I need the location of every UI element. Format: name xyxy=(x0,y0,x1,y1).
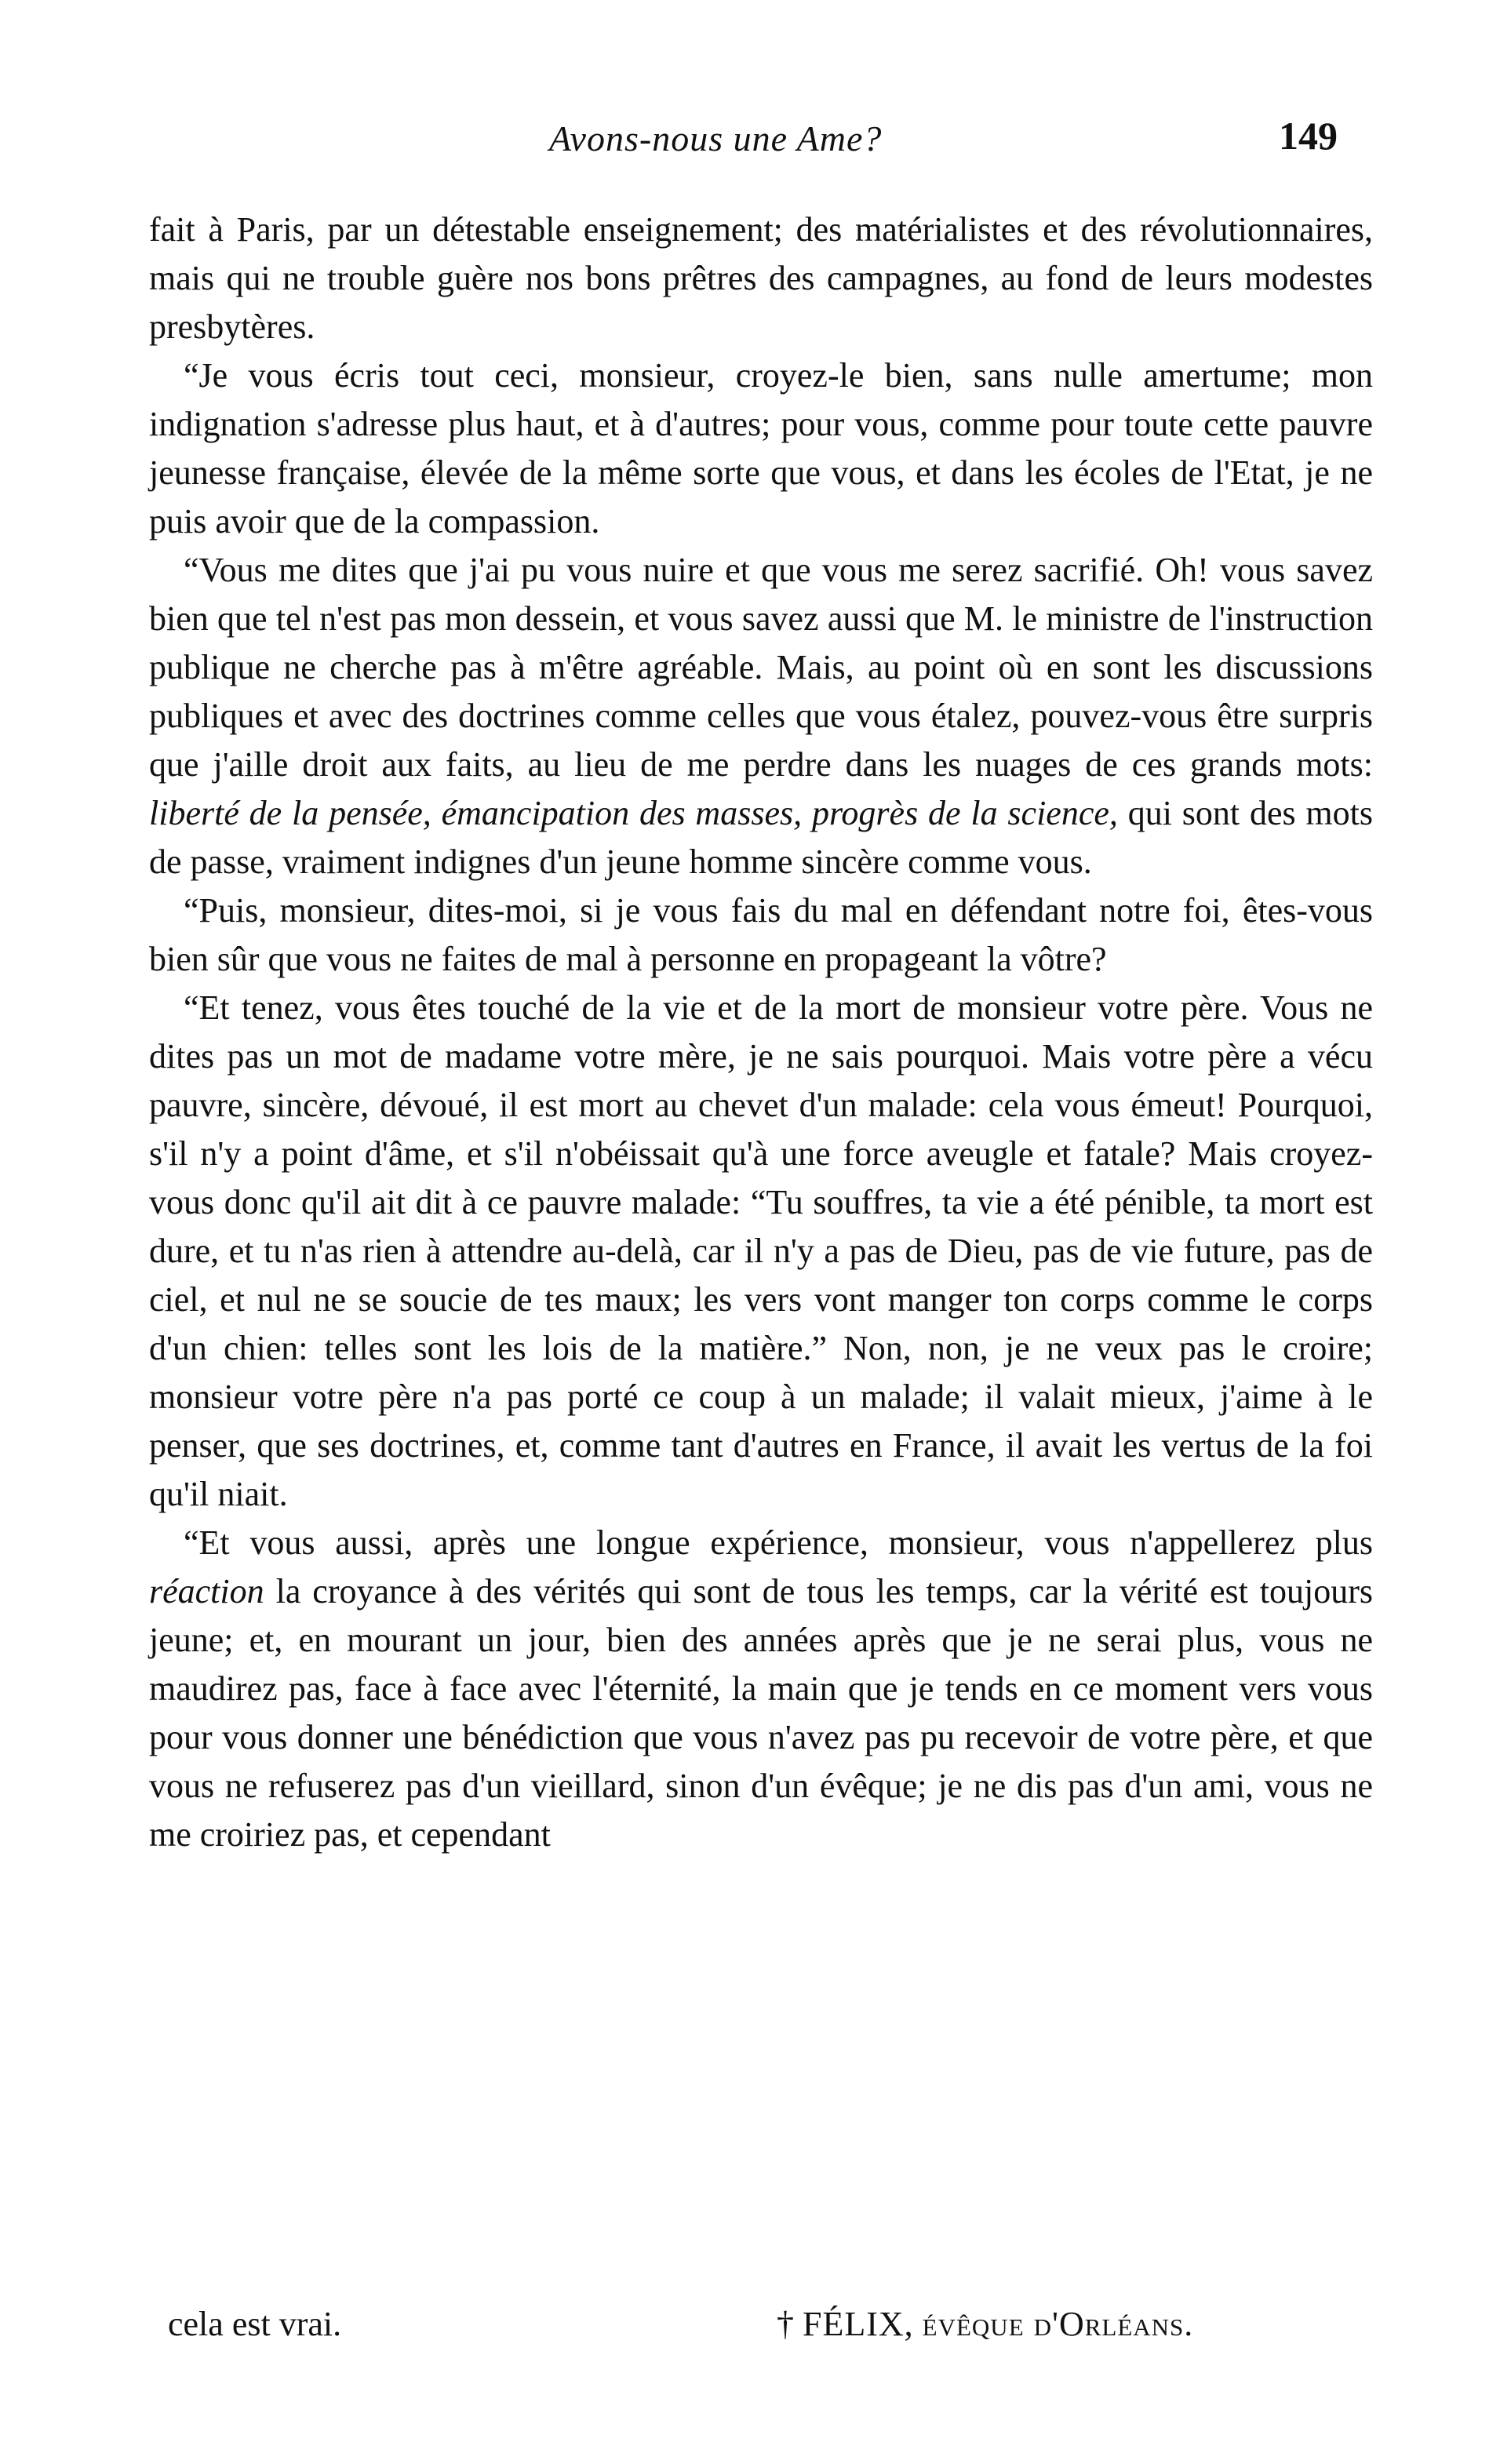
italic-liberte: liberté de la pensée, xyxy=(149,794,431,832)
italic-progres: progrès de la science, xyxy=(811,794,1118,832)
text-body xyxy=(149,206,1373,1859)
paragraph-3 xyxy=(149,546,1373,886)
paragraph-2: “Je vous écris tout ceci, monsieur, croyez-le bien, sans nulle amertume; mon indignation s'adresse plus haut, et à d'autres; pour vous, comme pour toute cette pauvre jeunesse française, élevée de la même sorte que vous, et dans les écoles de l'Etat, je ne puis avoir que de la compassion. xyxy=(149,356,1373,540)
paragraph-6-end: la croyance à des vérités qui sont de tous les temps, car la vérité est toujours jeune; et, en mourant un jour, bien des années après que je ne serai plus, vous ne maudirez pas, face à face avec l'éternité, la main que je tends en ce moment vers vous pour vous donner une bénédiction que vous n'avez pas pu recevoir de votre père, et que vous ne refuserez pas d'un vieillard, sinon d'un évêque; je ne dis pas d'un ami, vous ne me croiriez pas, et cependant xyxy=(149,1572,1373,1854)
italic-emancipation: émancipation des masses, xyxy=(441,794,803,832)
paragraph-6-start: “Et vous aussi, après une longue expérience, monsieur, vous n'appellerez plus xyxy=(184,1523,1373,1562)
cross-symbol: † xyxy=(777,2305,794,2343)
paragraph-4: “Puis, monsieur, dites-moi, si je vous fais du mal en défendant notre foi, êtes-vous bien sûr que vous ne faites de mal à personne en propageant la vôtre? xyxy=(149,891,1373,978)
signature xyxy=(777,2300,1193,2349)
running-title: Avons-nous une Ame? xyxy=(549,118,883,158)
page-number: 149 xyxy=(1279,114,1338,158)
signature-title: évêque d'Orléans. xyxy=(922,2305,1194,2343)
signature-name: FÉLIX, xyxy=(803,2305,914,2343)
paragraph-3-text: “Vous me dites que j'ai pu vous nuire et que vous me serez sacrifié. Oh! vous savez bien que tel n'est pas mon dessein, et vous savez aussi que M. le ministre de l'instruction publique ne cherche pas à m'être agréable. Mais, au point où en sont les discussions publiques et avec des doctrines comme celles que vous étalez, pouvez-vous être surpris que j'aille droit aux faits, au lieu de me perdre dans les nuages de ces grands mots: xyxy=(149,551,1373,784)
running-head xyxy=(0,114,1500,173)
closing-line: cela est vrai. xyxy=(168,2305,342,2343)
italic-reaction: réaction xyxy=(149,1572,264,1611)
paragraph-3-end: qui sont des mots de passe, vraiment indignes d'un jeune homme sincère comme vous. xyxy=(149,794,1374,881)
paragraph-1: fait à Paris, par un détestable enseignement; des matérialistes et des révolutionnaires, mais qui ne trouble guère nos bons prêtres des campagnes, au fond de leurs modestes presbytères. xyxy=(149,210,1373,346)
paragraph-6 xyxy=(149,1519,1373,1859)
paragraph-5: “Et tenez, vous êtes touché de la vie et de la mort de monsieur votre père. Vous ne dites pas un mot de madame votre mère, je ne sais pourquoi. Mais votre père a vécu pauvre, sincère, dévoué, il est mort au chevet d'un malade: cela vous émeut! Pourquoi, s'il n'y a point d'âme, et s'il n'obéissait qu'à une force aveugle et fatale? Mais croyez-vous donc qu'il ait dit à ce pauvre malade: “Tu souffres, ta vie a été pénible, ta mort est dure, et tu n'as rien à attendre au-delà, car il n'y a pas de Dieu, pas de vie future, pas de ciel, et nul ne se soucie de tes maux; les vers vont manger ton corps comme le corps d'un chien: telles sont les lois de la matière.” Non, non, je ne veux pas le croire; monsieur votre père n'a pas porté ce coup à un malade; il valait mieux, j'aime à le penser, que ses doctrines, et, comme tant d'autres en France, il avait les vertus de la foi qu'il niait. xyxy=(149,988,1373,1513)
